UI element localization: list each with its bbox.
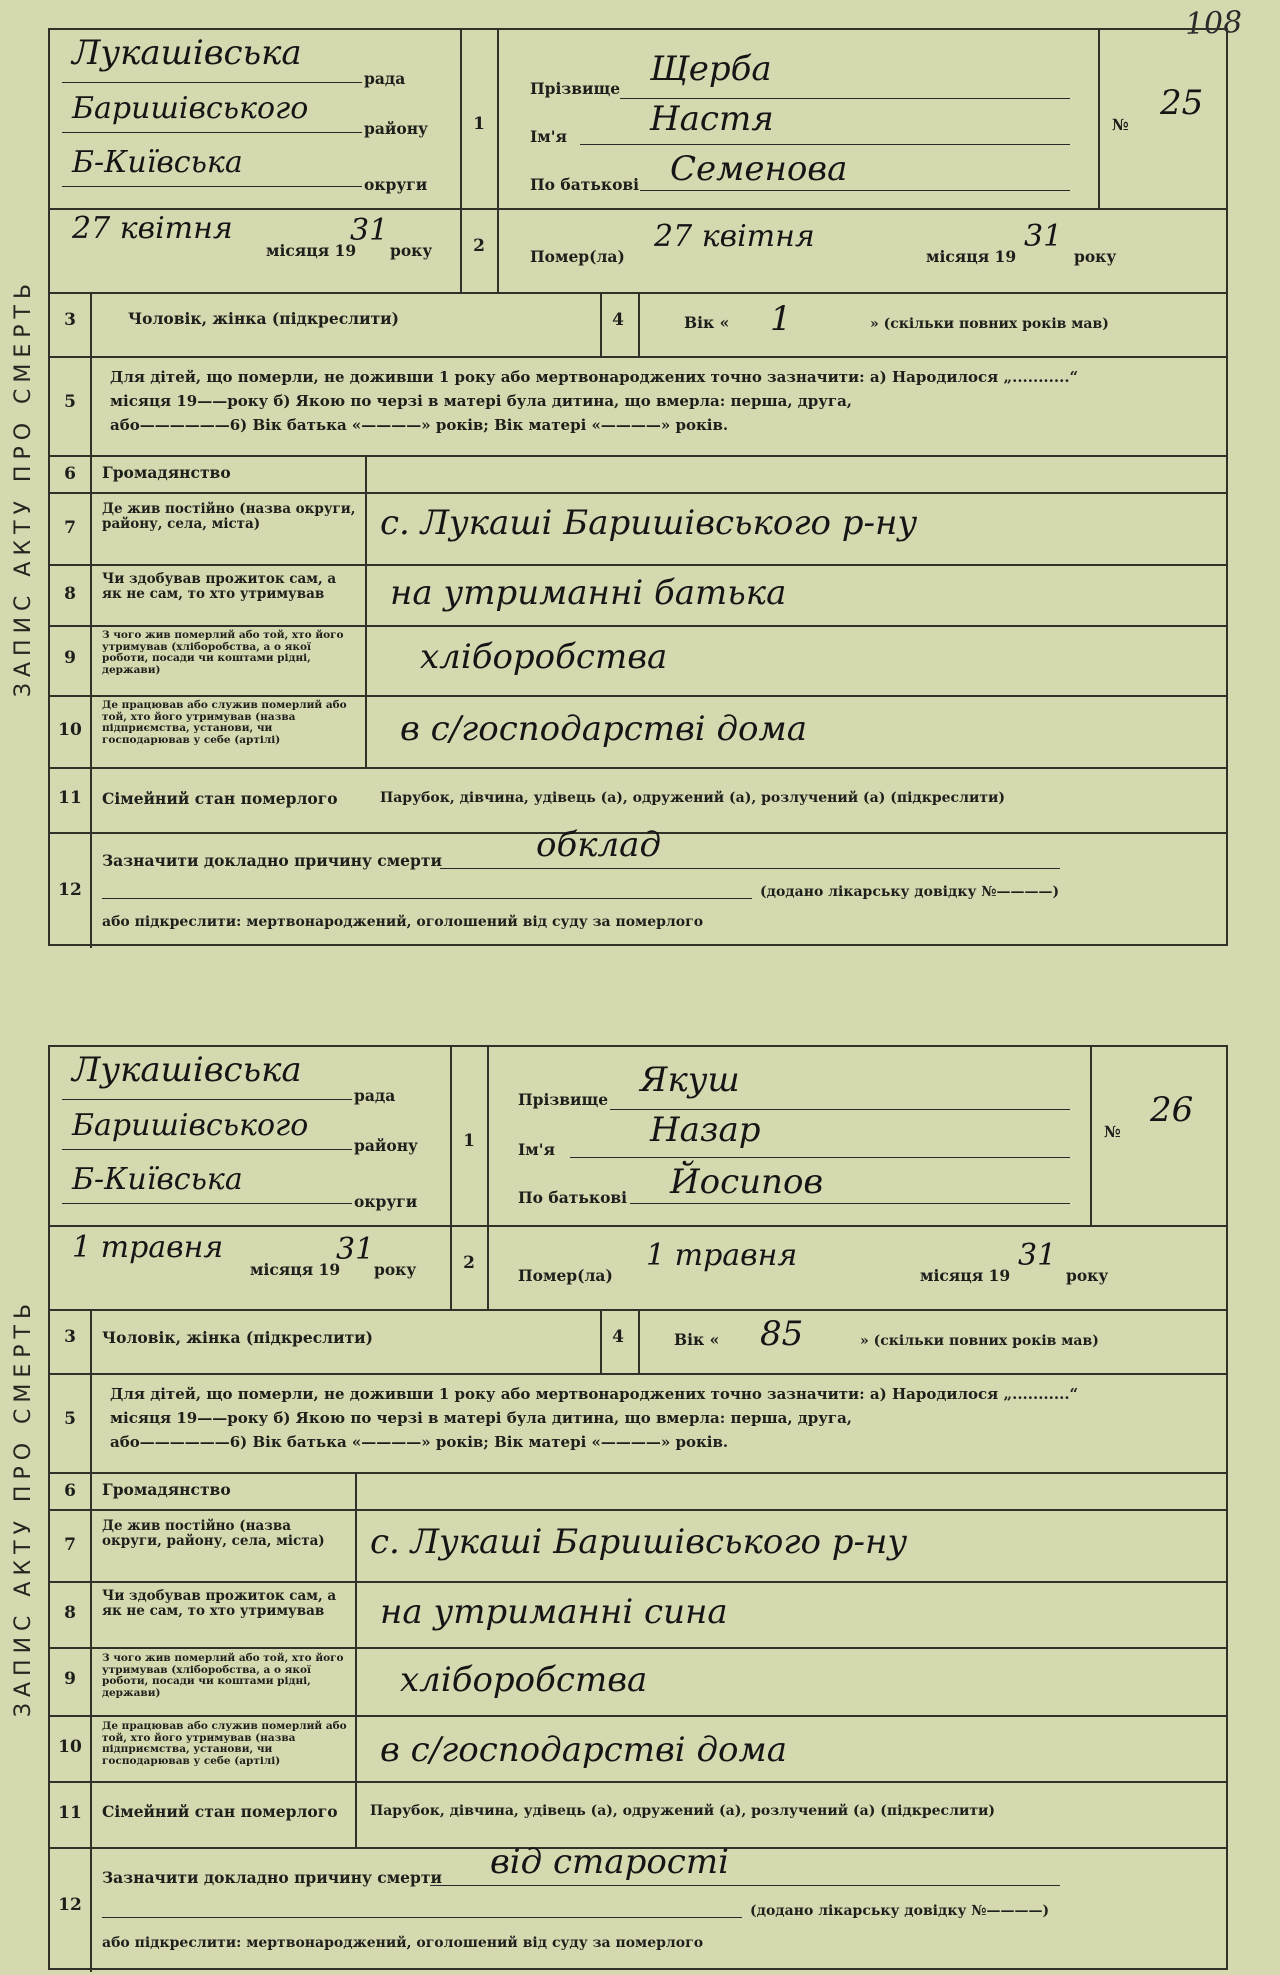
cause-of-death: від старості — [490, 1842, 729, 1882]
workplace-value: в с/господарстві дома — [400, 709, 807, 749]
surname-value: Щерба — [650, 49, 772, 89]
rada-value: Лукашівська — [72, 1050, 302, 1090]
death-record-1 — [0, 28, 1280, 946]
residence-value: с. Лукаші Баришівського р-ну — [380, 503, 918, 543]
cause-of-death: обклад — [536, 825, 661, 865]
death-day: 1 травня — [646, 1238, 798, 1273]
side-title: ЗАПИС АКТУ ПРО СМЕРТЬ — [11, 1297, 37, 1718]
record-frame: 1 2 3 4 5 6 7 8 9 10 11 12 Лукашівська рада Баришівського району Б-Київська округи 27 квітня місяця 19 31 року Прізвище Щерба Ім'я Настя По батькові Семенова № 25 Помер(ла) 27 квітня місяця 19 31 року Чоловік, жінка (підкреслити) Вік « 1 » (скільки повних років мав) Для дітей, що померли, не доживши 1 року або мертвонароджених точно зазначити: а) Народилося „...........“ місяця 19——року б) Якою по черзі в матері була дитина, що вмерла: перша, друга, або——————6) Вік батька «————» років; Вік матері «————» років. Громадянство Де жив постійно (назва округи, району, села, міста) с. Лукаші Баришівського р-ну Чи здобував прожиток сам, а як не сам, то хто утримував на утриманні батька З чого жив померлий або той, хто його утримував (хліборобства, а о якої роботи, посади чи коштами рідні, держави) хліборобства Де працював або служив померлий або той, хто його утримував (назва підприємства, установи, чи господарював у себе (артілі) в с/господарстві дома Сімейний стан померлого Парубок, дівчина, удівець (а), одружений (а), розлучений (а) (підкреслити) Зазначити докладно причину смерти обклад (додано лікарську довідку №————) або підкреслити: мертвонароджений, оголошений від суду за померлого — [48, 28, 1228, 946]
name-value: Настя — [650, 99, 774, 139]
death-year: 31 — [1024, 219, 1063, 254]
name-value: Назар — [650, 1110, 761, 1150]
okruha-value: Б-Київська — [72, 1162, 243, 1197]
registration-day: 27 квітня — [72, 211, 233, 246]
raion-value: Баришівського — [72, 1108, 309, 1143]
registration-year: 31 — [336, 1232, 375, 1267]
age-value: 1 — [770, 299, 792, 339]
record-number: 25 — [1160, 83, 1204, 123]
registration-day: 1 травня — [72, 1230, 224, 1265]
patronymic-value: Йосипов — [670, 1162, 824, 1202]
support-value: на утриманні сина — [380, 1592, 728, 1632]
livelihood-value: хліборобства — [400, 1660, 648, 1700]
death-year: 31 — [1018, 1238, 1057, 1273]
livelihood-value: хліборобства — [420, 637, 668, 677]
record-number: 26 — [1150, 1090, 1194, 1130]
age-value: 85 — [760, 1314, 804, 1354]
raion-value: Баришівського — [72, 91, 309, 126]
death-day: 27 квітня — [654, 219, 815, 254]
residence-value: с. Лукаші Баришівського р-ну — [370, 1522, 908, 1562]
okruha-value: Б-Київська — [72, 145, 243, 180]
registration-year: 31 — [350, 213, 389, 248]
side-title: ЗАПИС АКТУ ПРО СМЕРТЬ — [11, 277, 37, 697]
marital-status-options: Парубок, дівчина, удівець (а), одружений (а), розлучений (а) (підкреслити) — [370, 1803, 996, 1819]
page-number: 108 — [1184, 5, 1243, 42]
rada-value: Лукашівська — [72, 33, 302, 73]
marital-status-options: Парубок, дівчина, удівець (а), одружений (а), розлучений (а) (підкреслити) — [380, 790, 1006, 806]
support-value: на утриманні батька — [390, 573, 787, 613]
surname-value: Якуш — [640, 1060, 740, 1100]
workplace-value: в с/господарстві дома — [380, 1730, 787, 1770]
patronymic-value: Семенова — [670, 149, 848, 189]
record-frame: 1 2 3 4 5 6 7 8 9 10 11 12 Лукашівська рада Баришівського району Б-Київська округи 1 травня місяця 19 31 року Прізвище Якуш Ім'я Назар По батькові Йосипов № 26 Помер(ла) 1 травня місяця 19 31 року Чоловік, жінка (підкреслити) Вік « 85 » (скільки повних років мав) Для дітей, що померли, не доживши 1 року або мертвонароджених точно зазначити: а) Народилося „...........“ місяця 19——року б) Якою по черзі в матері була дитина, що вмерла: перша, друга, або——————6) Вік батька «————» років; Вік матері «————» років. Громадянство Де жив постійно (назва округи, району, села, міста) с. Лукаші Баришівського р-ну Чи здобував прожиток сам, а як не сам, то хто утримував на утриманні сина З чого жив померлий або той, хто його утримував (хліборобства, а о якої роботи, посади чи коштами рідні, держави) хліборобства Де працював або служив померлий або той, хто його утримував (назва підприємства, установи, чи господарював у себе (артілі) в с/господарстві дома Сімейний стан померлого Парубок, дівчина, удівець (а), одружений (а), розлучений (а) (підкреслити) Зазначити докладно причину смерти від старості (додано лікарську довідку №————) або підкреслити: мертвонароджений, оголошений від суду за померлого — [48, 1045, 1228, 1970]
death-record-2 — [0, 1045, 1280, 1970]
